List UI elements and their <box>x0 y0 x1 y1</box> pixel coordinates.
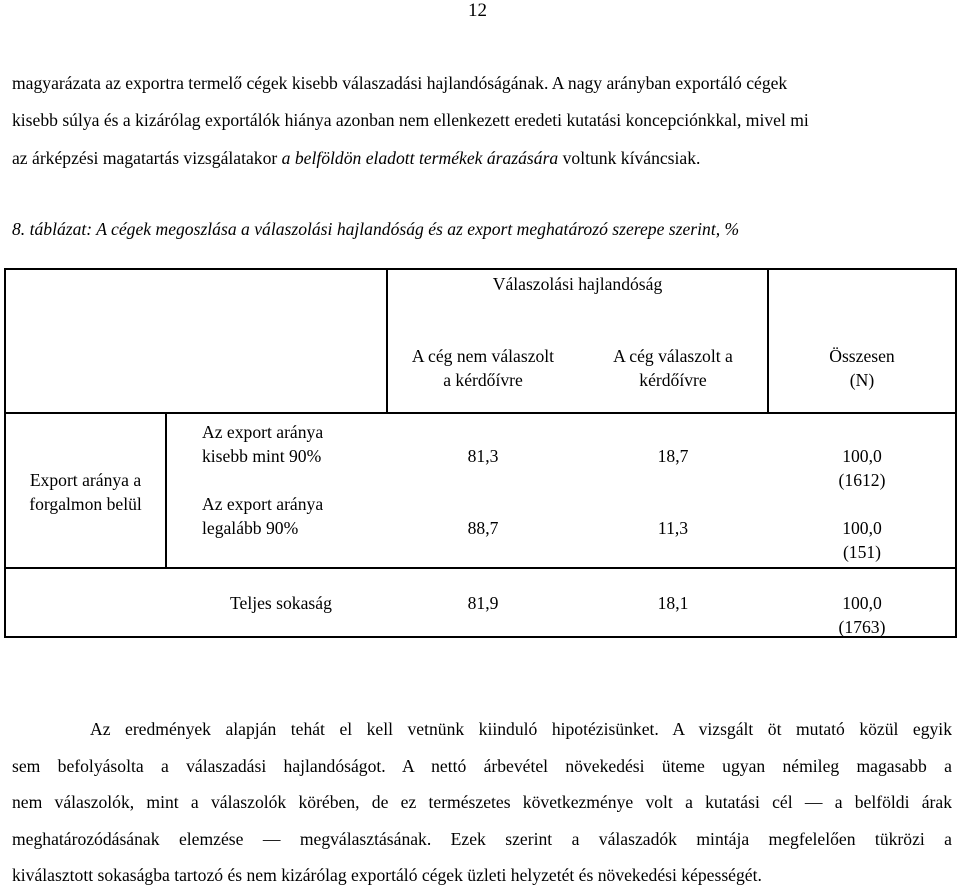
total-total-n: (1763) <box>838 617 886 637</box>
table-border-top <box>4 268 957 270</box>
conclusion-line-2: sem befolyásolta a válaszadási hajlandóságot. A nettó árbevétel növekedési üteme ugyan némileg magasabb a <box>12 755 952 776</box>
col-header-no-response <box>388 344 578 392</box>
page-number: 12 <box>468 0 487 21</box>
table-label-divider <box>165 412 167 569</box>
row-label-line1: Az export aránya <box>202 494 324 514</box>
cell-no-response: 81,3 <box>467 446 499 466</box>
total-total-value: 100,0 <box>842 593 882 613</box>
cell-total-value: 100,0 <box>842 518 882 538</box>
intro-line-2: kisebb súlya és a kizárólag exportálók hiánya azonban nem ellenkezett eredeti kutatási koncepciónkkal, mivel mi <box>12 110 809 130</box>
intro-line-3-emphasis: a belföldön eladott termékek árazására <box>281 148 559 168</box>
table-total-divider <box>4 567 957 569</box>
cell-total-n: (1612) <box>838 470 886 490</box>
group-header: Válaszolási hajlandóság <box>492 274 663 294</box>
col-header-total-line2: (N) <box>849 370 875 390</box>
col-header-no-response-line2: a kérdőívre <box>443 370 523 390</box>
col-header-response-line2: kérdőívre <box>639 370 707 390</box>
conclusion-paragraph <box>12 711 952 894</box>
col-header-response <box>578 344 768 392</box>
conclusion-line-3: nem válaszolók, mint a válaszolók körében, de ez természetes következménye volt a kutatási cél — a belföldi árak <box>12 792 952 813</box>
row-group-label-line2: forgalmon belül <box>29 494 142 514</box>
cell-total <box>769 516 955 564</box>
col-header-response-line1: A cég válaszolt a <box>613 346 733 366</box>
row-label-line1: Az export aránya <box>202 422 324 442</box>
col-header-no-response-line1: A cég nem válaszolt <box>411 346 555 366</box>
intro-line-3-end: voltunk kíváncsiak. <box>558 148 701 168</box>
table-border-left <box>4 268 6 638</box>
cell-total-value: 100,0 <box>842 446 882 466</box>
row-group-label-line1: Export aránya a <box>29 470 142 490</box>
col-header-total <box>769 344 955 392</box>
cell-total-n: (151) <box>842 542 882 562</box>
table-border-right <box>955 268 957 638</box>
table-header-total-divider <box>767 268 769 414</box>
row-group-label <box>6 468 165 516</box>
col-header-total-line1: Összesen <box>829 346 895 366</box>
row-label-line2: legalább 90% <box>202 518 299 538</box>
cell-response: 11,3 <box>657 518 689 538</box>
intro-line-3-start: az árképzési magatartás vizsgálatakor <box>12 148 282 168</box>
conclusion-line-1: Az eredmények alapján tehát el kell vetnünk kiinduló hipotézisünket. A vizsgált öt mutató közül egyik <box>90 719 952 739</box>
conclusion-line-4: meghatározódásának elemzése — megválasztásának. Ezek szerint a válaszadók mintája megfelelően tükrözi a <box>12 828 952 849</box>
cell-response: 18,7 <box>657 446 689 466</box>
total-response: 18,1 <box>657 593 689 613</box>
total-row-label: Teljes sokaság <box>230 593 332 613</box>
conclusion-line-5: kiválasztott sokaságba tartozó és nem kizárólag exportáló cégek üzleti helyzetét és növekedési képességét. <box>12 865 762 886</box>
intro-line-3 <box>12 146 700 170</box>
row-label-export-at-least-90 <box>202 492 323 540</box>
cell-no-response: 88,7 <box>467 518 499 538</box>
intro-line-1: magyarázata az exportra termelő cégek kisebb válaszadási hajlandóságának. A nagy arányban exportáló cégek <box>12 73 788 93</box>
total-no-response: 81,9 <box>467 593 499 613</box>
row-label-export-below-90 <box>202 420 323 468</box>
row-label-line2: kisebb mint 90% <box>202 446 322 466</box>
cell-total <box>769 444 955 492</box>
total-total <box>769 591 955 639</box>
table-caption: 8. táblázat: A cégek megoszlása a válaszolási hajlandóság és az export meghatározó szerepe szerint, % <box>12 219 740 239</box>
table-header-divider <box>4 412 957 414</box>
